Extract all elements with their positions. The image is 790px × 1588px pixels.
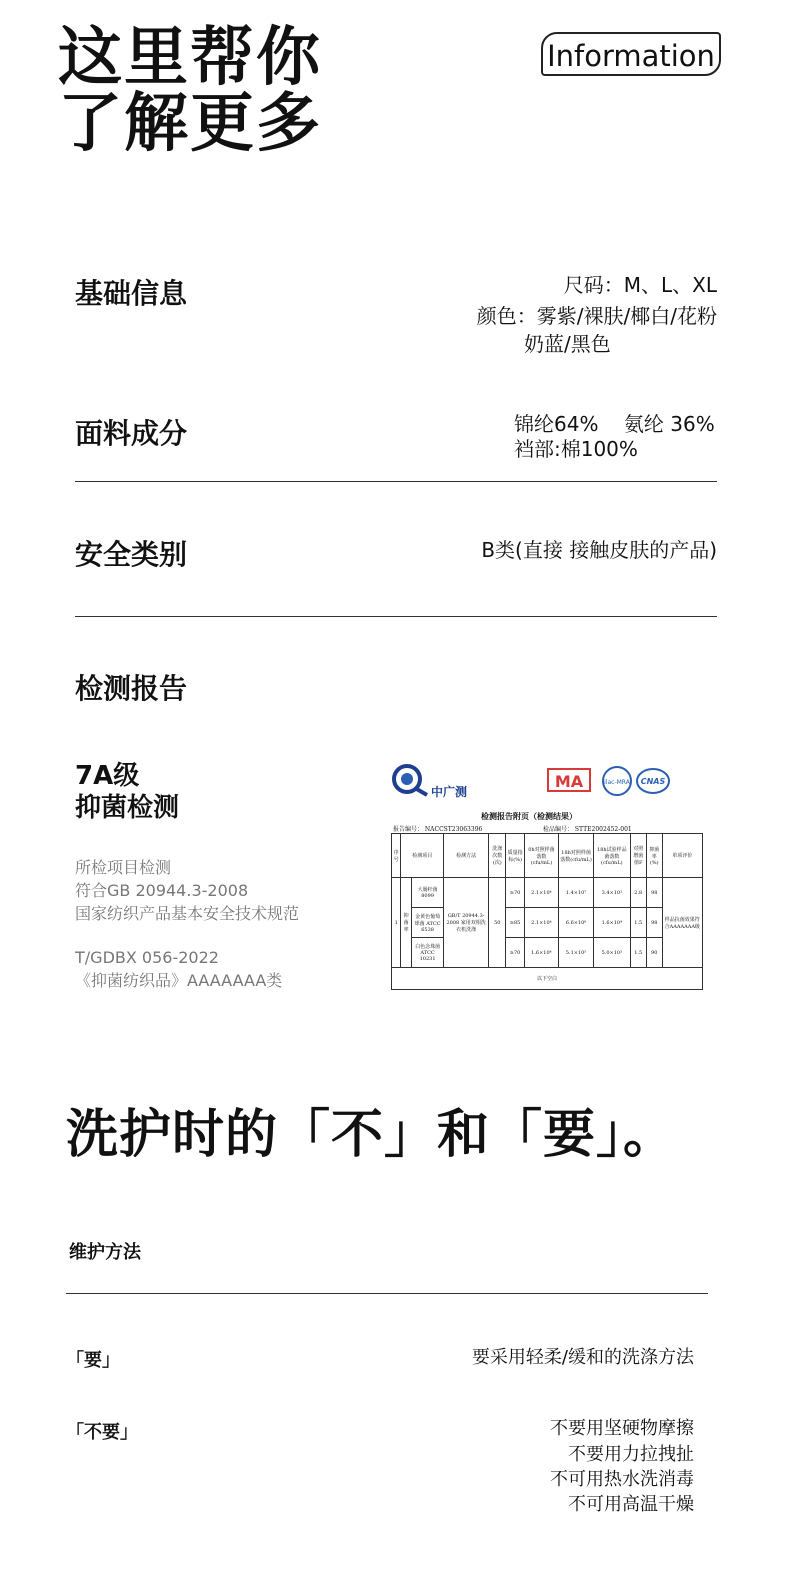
test-report-image [391,757,703,997]
cell: 1.5 [630,908,646,938]
table-row [392,878,703,908]
care-slogan: 洗护时的「不」和「要」。 [66,1105,677,1165]
standard-name: 《抑菌纺织品》AAAAAAA类 [75,971,283,990]
do-label: 「要」 [66,1350,120,1371]
cell: ≥85 [506,908,524,938]
cell: ≥70 [506,938,524,968]
cell: 1.6×10⁴ [524,938,558,968]
row-method: GB/T 20944.3-2008 家用双相洗衣机洗涤 [444,878,489,968]
col-header: 检测项目 [401,834,444,878]
cell: 1.6×10⁴ [594,908,630,938]
ma-logo-text: MA [554,772,584,791]
safety-value: B类(直接 接触皮肤的产品) [481,538,717,562]
col-header: 抑菌率(%) [646,834,662,878]
size-value: 尺码：M、L、XL [563,273,717,297]
grade-line2: 抑菌检测 [75,793,180,823]
cell: 5.1×10⁵ [559,938,594,968]
row-wash: 50 [489,878,506,968]
cell: 90 [646,938,662,968]
col-header: 单项评价 [662,834,702,878]
fabric-line2: 裆部:棉100% [514,437,638,461]
col-header: 检测方法 [444,834,489,878]
fabric-line1: 锦纶64% 氨纶 36% [514,412,715,436]
standard-number: T/GDBX 056-2022 [75,948,219,967]
cell: 金黄色葡萄球菌 ATCC 6538 [412,908,444,938]
information-badge: Information [541,32,721,76]
divider [75,481,717,482]
grade-line1: 7A级 [75,761,140,791]
q-tail-icon [415,788,427,795]
row-group: 抑菌率 [401,878,412,968]
page-title-line1: 这里帮你 [58,21,322,95]
dont-item: 不可用热水洗消毒 [550,1469,694,1490]
report-label: 检测报告 [75,672,188,705]
report-table [391,833,703,990]
report-desc1: 所检项目检测 [75,858,172,877]
cell: 2.1×10⁴ [524,908,558,938]
cell: 1.4×10⁷ [559,878,594,908]
cell: 2.1×10⁴ [524,878,558,908]
report-brand: 中广测 [431,785,468,799]
report-number: 报告编号： NACCST23063396 [393,826,483,833]
basic-info-label: 基础信息 [75,277,188,310]
divider [66,1293,708,1294]
report-desc2: 符合GB 20944.3-2008 [75,881,249,900]
cell: 6.6×10⁶ [559,908,594,938]
table-footer: 以下空白 [392,968,703,990]
care-section-label: 维护方法 [69,1242,141,1263]
cell: 3.4×10² [594,878,630,908]
dont-item: 不可用高温干燥 [568,1494,694,1515]
divider [75,616,717,617]
color-value-line1: 颜色：雾紫/裸肤/椰白/花粉 [476,304,717,328]
col-header: 18h对照样菌落数(cfu/mL) [559,834,594,878]
table-row [392,938,703,968]
col-header: 序号 [392,834,401,878]
page-title-line2: 了解更多 [58,87,322,161]
color-value-line2: 奶蓝/黑色 [524,332,611,356]
cell: 98 [646,908,662,938]
cell: 98 [646,878,662,908]
row-result: 样品抗菌效果符合AAAAAAA级 [662,878,702,968]
dont-label: 「不要」 [66,1422,138,1443]
cell: 1.5 [630,938,646,968]
report-desc3: 国家纺织产品基本安全技术规范 [75,904,300,923]
cell: 5.0×10³ [594,938,630,968]
col-header: 0h对照样菌落数(cfu/mL) [524,834,558,878]
cell: 白色念珠菌 ATCC 10231 [412,938,444,968]
cma-core-icon [401,773,413,785]
col-header: 18h试验样品菌落数(cfu/mL) [594,834,630,878]
dont-item: 不要用坚硬物摩擦 [550,1418,694,1439]
cell: 大肠杆菌 8099 [412,878,444,908]
col-header: 对照增菌值F [630,834,646,878]
cnas-logo-text: CNAS [640,777,666,786]
row-number: 1 [392,878,401,968]
cell: 2.8 [630,878,646,908]
sample-number: 检品编号： STTE2002452-001 [543,826,632,833]
fabric-label: 面料成分 [75,417,188,450]
do-value: 要采用轻柔/缓和的洗涤方法 [471,1347,694,1368]
dont-item: 不要用力拉拽扯 [568,1444,694,1465]
col-header: 洗涤次数(次) [489,834,506,878]
cell: ≥70 [506,878,524,908]
col-header: 质量指标(%) [506,834,524,878]
safety-label: 安全类别 [75,538,188,571]
report-heading: 检测报告附页（检测结果） [481,811,577,821]
ilac-logo-text: ilac-MRA [604,779,630,786]
report-table-wrap [391,833,703,990]
table-row [392,908,703,938]
